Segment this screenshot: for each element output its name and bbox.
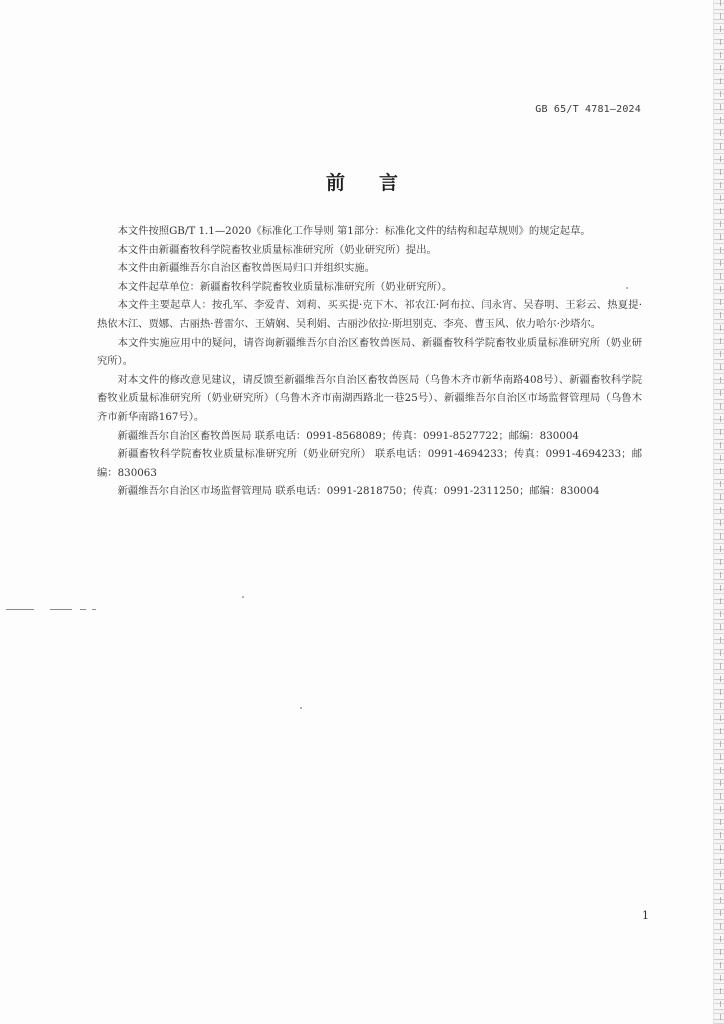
- scan-mark-line: [80, 609, 86, 610]
- standard-code: GB 65/T 4781—2024: [535, 104, 641, 115]
- paragraph-inquiry: 本文件实施应用中的疑问，请咨询新疆维吾尔自治区畜牧兽医局、新疆畜牧科学院畜牧业质量标准研究所（奶业研究所）。: [97, 336, 642, 368]
- scan-mark-line: [50, 609, 72, 610]
- page-title: 前言: [325, 172, 432, 194]
- scan-edge-line: [720, 0, 721, 1024]
- paragraph-contact-bureau: 新疆维吾尔自治区畜牧兽医局 联系电话：0991-8568089；传真：0991-8527722；邮编：830004: [117, 429, 579, 442]
- paragraph-drafting-rules: 本文件按照GB/T 1.1—2020《标准化工作导则 第1部分：标准化文件的结构和起草规则》的规定起草。: [117, 225, 591, 237]
- scan-mark-line: [6, 609, 34, 610]
- page-number: 1: [642, 909, 649, 922]
- scan-speck: [242, 596, 244, 598]
- scan-edge: [713, 0, 724, 1024]
- paragraph-proposer: 本文件由新疆畜牧科学院畜牧业质量标准研究所（奶业研究所）提出。: [117, 243, 437, 256]
- scan-speck: [626, 287, 628, 289]
- paragraph-drafters: 本文件主要起草人：按孔军、李爱青、刘莉、买买提·克下木、祁农江·阿布拉、闫永宵、吴春明、王彩云、热夏提·热依木江、贾娜、古丽热·普雷尔、王婧娴、吴利娟、古丽沙依拉·斯坦别克、李亮、曹玉风、依力哈尔·沙塔尔。: [97, 299, 642, 330]
- paragraph-contact-market: 新疆维吾尔自治区市场监督管理局 联系电话：0991-2818750；传真：0991-2311250；邮编：830004: [117, 485, 600, 498]
- paragraph-drafting-unit: 本文件起草单位：新疆畜牧科学院畜牧业质量标准研究所（奶业研究所）。: [117, 280, 453, 293]
- paragraph-administrator: 本文件由新疆维吾尔自治区畜牧兽医局归口并组织实施。: [117, 262, 376, 275]
- scan-speck: [300, 707, 302, 709]
- scan-mark-line: [92, 609, 96, 610]
- foreword-body: [97, 222, 642, 501]
- paragraph-contact-institute: 新疆畜牧科学院畜牧业质量标准研究所（奶业研究所） 联系电话：0991-4694233；传真：0991-4694233；邮编：830063: [97, 448, 642, 479]
- paragraph-feedback: 对本文件的修改意见建议，请反馈至新疆维吾尔自治区畜牧兽医局（乌鲁木齐市新华南路408号）、新疆畜牧科学院畜牧业质量标准研究所（奶业研究所）（乌鲁木齐市南湖西路北一巷25号）、新疆维吾尔自治区市场监督管理局（乌鲁木齐市新华南路167号）。: [97, 373, 642, 423]
